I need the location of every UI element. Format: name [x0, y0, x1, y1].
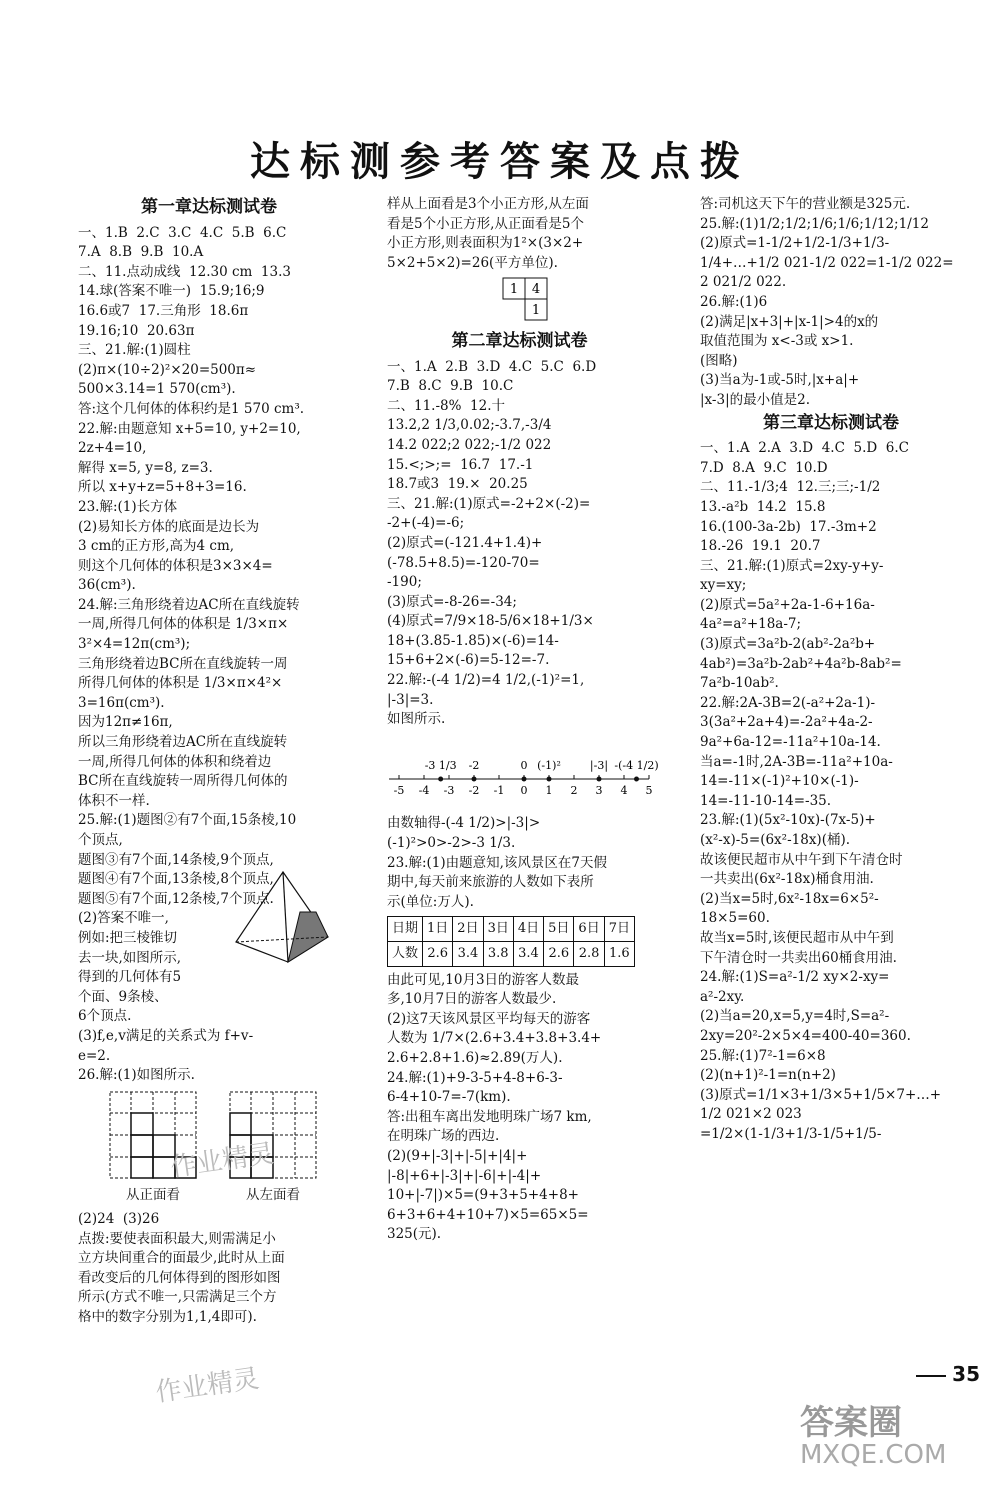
- answer-line: 22.解:2A-3B=2(-a²+2a-1)-: [700, 694, 876, 711]
- grid-cell: 4: [531, 282, 541, 298]
- answer-line: 3=16π(cm³).: [78, 694, 165, 711]
- answer-line: 题图③有7个面,14条棱,9个顶点,: [78, 851, 274, 868]
- answer-block: [387, 358, 652, 730]
- answer-line: 25.解:(1)1/2;1/2;1/6;1/6;1/12;1/12: [700, 215, 929, 232]
- table-cell: 2.6: [544, 942, 574, 967]
- answer-line: |-8|+6+|-3|+|-6|+|-4|+: [387, 1167, 542, 1184]
- answer-line: (2)(9+|-3|+|-5|+|4|+: [387, 1147, 528, 1164]
- answer-line: (2)原式=1-1/2+1/2-1/3+1/3-: [700, 235, 890, 252]
- answer-line: a²-2xy.: [700, 988, 745, 1005]
- answer-line: e=2.: [78, 1047, 111, 1064]
- watermark: 答案圈: [800, 1403, 902, 1443]
- answer-line: (x²-x)-5=(6x²-18x)(桶).: [700, 832, 851, 848]
- column-2: [387, 195, 659, 1245]
- answer-line: 一、1.A 2.B 3.D 4.C 5.C 6.D: [387, 358, 597, 375]
- answer-line: 500×3.14=1 570(cm³).: [78, 381, 236, 398]
- answer-block: [700, 439, 962, 1144]
- answer-line: (2)当a=20,x=5,y=4时,S=a²-: [700, 1008, 890, 1025]
- column-3: [700, 195, 962, 1145]
- answer-line: 看是5个小正方形,从正面看是5个: [387, 215, 584, 232]
- table-cell: 2.6: [423, 942, 453, 967]
- answer-line: (-78.5+8.5)=-120-70=: [387, 554, 540, 571]
- point-label: -3 1/3: [424, 758, 457, 772]
- table-cell: 3.4: [513, 942, 543, 967]
- table-header-cell: 1日: [423, 917, 453, 942]
- table-header-cell: 4日: [513, 917, 543, 942]
- answer-line: |-3|=3.: [387, 691, 434, 708]
- answer-block: [78, 1210, 340, 1328]
- point-label: -2: [468, 758, 480, 772]
- answer-line: 6-4+10-7=-7(km).: [387, 1089, 511, 1106]
- answer-line: 所以三角形绕着边AC所在直线旋转: [78, 734, 288, 751]
- table-row: [388, 942, 635, 967]
- answer-line: 人数为 1/7×(2.6+3.4+3.8+3.4+: [387, 1030, 602, 1047]
- answer-line: 1/4+…+1/2 021-1/2 022=1-1/2 022=: [700, 254, 954, 271]
- answer-line: xy=xy;: [700, 577, 747, 594]
- number-point: [438, 776, 443, 781]
- number-point: [597, 776, 602, 781]
- answer-line: 样从上面看是3个小正方形,从左面: [387, 196, 589, 212]
- answer-line: 看改变后的几何体得到的图形如图: [78, 1269, 281, 1286]
- point-label: |-3|: [589, 758, 609, 772]
- answer-line: 一、1.B 2.C 3.C 4.C 5.B 6.C: [78, 224, 287, 241]
- top-view-grid: [502, 277, 652, 328]
- answer-line: 则这个几何体的体积是3×3×4=: [78, 557, 273, 574]
- answer-line: (4)原式=7/9×18-5/6×18+1/3×: [387, 613, 594, 630]
- answer-line: 期中,每天前来旅游的人数如下表所: [387, 874, 594, 891]
- answer-line: 2 021/2 022.: [700, 274, 787, 291]
- answer-block: [700, 195, 962, 411]
- front-view-caption: 从正面看: [126, 1187, 180, 1204]
- answer-line: 10+|-7|)×5=(9+3+5+4+8+: [387, 1187, 579, 1204]
- answer-line: 14=-11-10-14=-35.: [700, 792, 832, 809]
- answer-line: 因为12π≠16π,: [78, 714, 173, 731]
- point-label: -(-4 1/2): [614, 758, 659, 772]
- answer-line: 16.6或7 17.三角形 18.6π: [78, 302, 249, 319]
- answer-line: 26.解:(1)如图所示.: [78, 1067, 195, 1084]
- number-point: [547, 776, 552, 781]
- pyramid-figure: [228, 867, 333, 974]
- answer-line: 体积不一样.: [78, 792, 150, 809]
- answer-line: 题图⑤有7个面,12条棱,7个顶点.: [78, 890, 274, 907]
- answer-line: 9a²+6a-12=-11a²+10a-14.: [700, 734, 881, 751]
- table-cell: 3.4: [453, 942, 483, 967]
- table-header-cell: 3日: [483, 917, 513, 942]
- answer-line: 二、11.点动成线 12.30 cm 13.3: [78, 263, 291, 280]
- grid-cell: 1: [531, 303, 541, 319]
- answer-line: 解得 x=5, y=8, z=3.: [78, 459, 213, 476]
- number-point: [522, 776, 527, 781]
- table-cell: 1.6: [604, 942, 634, 967]
- answer-line: (-1)²>0>-2>-3 1/3.: [387, 835, 516, 852]
- answer-line: 6个顶点.: [78, 1008, 132, 1025]
- answer-line: 4ab²)=3a²b-2ab²+4a²b-8ab²=: [700, 655, 902, 672]
- page-number: 35: [916, 1362, 980, 1386]
- tick-label: 1: [545, 783, 553, 797]
- answer-line: 点拨:要使表面积最大,则需满足小: [78, 1230, 276, 1247]
- answer-line: 23.解:(1)(5x²-10x)-(7x-5)+: [700, 812, 876, 829]
- answer-line: 22.解:由题意知 x+5=10, y+2=10,: [78, 420, 301, 437]
- answer-line: 一周,所得几何体的体积是 1/3×π×: [78, 616, 289, 633]
- grid-cell: 1: [509, 282, 519, 298]
- answer-line: 三、21.解:(1)原式=2xy-y+y-: [700, 557, 884, 574]
- answer-line: 格中的数字分别为1,1,4即可).: [78, 1308, 257, 1325]
- answer-line: 取值范围为 x<-3或 x>1.: [700, 333, 854, 350]
- answer-line: 2.6+2.8+1.6)≈2.89(万人).: [387, 1049, 563, 1066]
- answer-line: 一共卖出(6x²-18x)桶食用油.: [700, 871, 874, 888]
- tick-label: 3: [595, 783, 603, 797]
- answer-line: 在明珠广场的西边.: [387, 1128, 500, 1145]
- table-cell: 3.8: [483, 942, 513, 967]
- answer-line: (3)当a为-1或-5时,|x+a|+: [700, 372, 860, 389]
- answer-line: 故当x=5时,该便民超市从中午到: [700, 929, 894, 946]
- answer-line: 所以 x+y+z=5+8+3=16.: [78, 479, 247, 496]
- answer-line: 4a²=a²+18a-7;: [700, 616, 802, 633]
- answer-block: [387, 814, 652, 912]
- tick-label: -1: [493, 783, 505, 797]
- answer-line: 5×2+5×2)=26(平方单位).: [387, 254, 558, 271]
- number-line: [387, 734, 659, 804]
- answer-line: BC所在直线旋转一周所得几何体的: [78, 773, 288, 790]
- pyramid-diagram: [228, 867, 333, 967]
- answer-line: (2)原式=(-121.4+1.4)+: [387, 534, 543, 551]
- answer-line: 24.解:三角形绕着边AC所在直线旋转: [78, 596, 300, 613]
- answer-line: 二、11.-1/3;4 12.三;三;-1/2: [700, 479, 881, 496]
- answer-line: 7.A 8.B 9.B 10.A: [78, 244, 204, 261]
- answer-line: =1/2×(1-1/3+1/3-1/5+1/5-: [700, 1125, 882, 1142]
- answer-line: 6+3+6+4+10+7)×5=65×5=: [387, 1206, 589, 1223]
- answer-line: 所示(方式不唯一,只需满足三个方: [78, 1289, 277, 1306]
- watermark: 作业精灵: [168, 1138, 276, 1184]
- answer-line: 三角形绕着边BC所在直线旋转一周: [78, 655, 288, 672]
- answer-line: 由此可见,10月3日的游客人数最: [387, 971, 580, 988]
- answer-line: 14=-11×(-1)²+10×(-1)-: [700, 773, 859, 790]
- table-header-cell: 2日: [453, 917, 483, 942]
- answer-line: 多,10月7日的游客人数最少.: [387, 991, 557, 1008]
- table-header-cell: 日期: [388, 917, 423, 942]
- watermark: MXQE.COM: [800, 1440, 947, 1470]
- answer-line: (3)f,e,v满足的关系式为 f+v-: [78, 1027, 254, 1044]
- answer-line: (2)答案不唯一,: [78, 910, 169, 927]
- answer-line: 2z+4=10,: [78, 440, 147, 457]
- answer-line: (2)满足|x+3|+|x-1|>4的x的: [700, 313, 879, 330]
- answer-line: 15.<;>;= 16.7 17.-1: [387, 456, 534, 473]
- answer-line: (2)原式=5a²+2a-1-6+16a-: [700, 596, 875, 613]
- tick-label: -3: [443, 783, 455, 797]
- table-header-cell: 5日: [544, 917, 574, 942]
- left-view-caption: 从左面看: [246, 1187, 300, 1204]
- answer-line: 24.解:(1)S=a²-1/2 xy×2-xy=: [700, 969, 890, 986]
- table-header-cell: 7日: [604, 917, 634, 942]
- answer-line: 25.解:(1)7²-1=6×8: [700, 1047, 826, 1064]
- answer-line: 三、21.解:(1)圆柱: [78, 342, 191, 359]
- tick-label: -4: [418, 783, 430, 797]
- answer-line: 14.2 022;2 022;-1/2 022: [387, 436, 552, 453]
- answer-line: 示(单位:万人).: [387, 893, 474, 910]
- answer-line: (2)这7天该风景区平均每天的游客: [387, 1010, 591, 1027]
- answer-line: 18×5=60.: [700, 910, 770, 927]
- answer-line: 14.球(答案不唯一) 15.9;16;9: [78, 283, 265, 300]
- answer-line: 19.16;10 20.63π: [78, 322, 195, 339]
- answer-line: 答:这个几何体的体积约是1 570 cm³.: [78, 400, 305, 417]
- answer-line: 18.7或3 19.× 20.25: [387, 476, 528, 493]
- section-title-ch3: 第三章达标测试卷: [763, 412, 899, 433]
- answer-line: 18.-26 19.1 20.7: [700, 538, 821, 555]
- answer-line: 3 cm的正方形,高为4 cm,: [78, 538, 235, 555]
- answer-line: 个面、9条棱、: [78, 988, 168, 1005]
- point-label: 0: [520, 758, 528, 772]
- answer-line: 15+6+2×(-6)=5-12=-7.: [387, 652, 550, 669]
- answer-block: [387, 971, 652, 1245]
- answer-line: 小正方形,则表面积为1²×(3×2+: [387, 235, 584, 252]
- tick-label: 2: [570, 783, 578, 797]
- answer-line: 36(cm³).: [78, 577, 136, 594]
- answer-line: (图略): [700, 352, 738, 369]
- tick-label: 0: [520, 783, 528, 797]
- answer-line: (2)(n+1)²-1=n(n+2): [700, 1067, 836, 1084]
- answer-line: 25.解:(1)题图②有7个面,15条棱,10: [78, 812, 297, 829]
- answer-line: 去一块,如图所示,: [78, 949, 182, 966]
- answer-line: -2+(-4)=-6;: [387, 515, 465, 532]
- answer-line: 16.(100-3a-2b) 17.-3m+2: [700, 518, 877, 535]
- table-cell: 2.8: [574, 942, 604, 967]
- answer-line: (3)原式=-8-26=-34;: [387, 593, 517, 610]
- answer-line: 2xy=20²-2×5×4=400-40=360.: [700, 1027, 911, 1044]
- answer-line: 下午清仓时一共卖出60桶食用油.: [700, 949, 897, 966]
- section-title-ch2: 第二章达标测试卷: [451, 330, 588, 351]
- answer-line: 7a²b-10ab².: [700, 675, 779, 692]
- watermark: 作业精灵: [153, 1363, 261, 1409]
- answer-line: 个顶点,: [78, 832, 123, 848]
- answer-line: 24.解:(1)+9-3-5+4-8+6-3-: [387, 1069, 563, 1086]
- number-point: [634, 776, 639, 781]
- answer-line: 3(3a²+2a+4)=-2a²+4a-2-: [700, 714, 873, 731]
- answer-line: 325(元).: [387, 1226, 442, 1243]
- tick-label: -2: [468, 783, 480, 797]
- tick-label: 5: [645, 783, 653, 797]
- answer-line: (2)易知长方体的底面是边长为: [78, 518, 260, 535]
- answer-line: 26.解:(1)6: [700, 293, 768, 310]
- answer-line: 23.解:(1)由题意知,该风景区在7天假: [387, 854, 608, 871]
- answer-line: |x-3|的最小值是2.: [700, 391, 811, 408]
- answer-line: (3)原式=1/1×3+1/3×5+1/5×7+…+: [700, 1086, 942, 1103]
- answer-line: 18+(3.85-1.85)×(-6)=14-: [387, 632, 559, 649]
- tick-label: -5: [393, 783, 405, 797]
- answer-line: 13.-a²b 14.2 15.8: [700, 498, 826, 515]
- answer-block: [387, 195, 652, 273]
- answer-line: (2)当x=5时,6x²-18x=6×5²-: [700, 890, 879, 907]
- point-label: (-1)²: [537, 758, 561, 772]
- table-header-cell: 6日: [574, 917, 604, 942]
- answer-line: 所得几何体的体积是 1/3×π×4²×: [78, 675, 283, 692]
- answer-line: 1/2 021×2 023: [700, 1106, 802, 1123]
- answer-line: 如图所示.: [387, 711, 446, 728]
- answer-line: 答:出租车离出发地明珠广场7 km,: [387, 1108, 592, 1125]
- number-grid: [502, 277, 548, 321]
- answer-line: 三、21.解:(1)原式=-2+2×(-2)=: [387, 495, 591, 512]
- table-header-row: [388, 917, 635, 942]
- answer-line: (3)原式=3a²b-2(ab²-2a²b+: [700, 636, 876, 653]
- answer-line: 一周,所得几何体的体积和绕着边: [78, 753, 272, 770]
- answer-line: 13.2,2 1/3,0.02;-3.7,-3/4: [387, 417, 552, 434]
- answer-line: 答:司机这天下午的营业额是325元.: [700, 196, 911, 212]
- answer-line: 7.D 8.A 9.C 10.D: [700, 459, 828, 476]
- answer-line: 故该便民超市从中午到下午清仓时: [700, 851, 903, 868]
- answer-line: 得到的几何体有5: [78, 969, 182, 986]
- answer-line: 22.解:-(-4 1/2)=4 1/2,(-1)²=1,: [387, 672, 585, 689]
- answer-line: 7.B 8.C 9.B 10.C: [387, 378, 514, 395]
- answer-line: 二、11.-8% 12.十: [387, 397, 505, 414]
- tick-label: 4: [620, 783, 628, 797]
- number-line-figure: [387, 734, 659, 811]
- answer-line: 题图④有7个面,13条棱,8个顶点,: [78, 871, 274, 888]
- answer-line: (2)24 (3)26: [78, 1210, 160, 1227]
- answer-line: 例如:把三棱锥切: [78, 929, 178, 946]
- table-cell: 人数: [388, 942, 423, 967]
- answer-line: 当a=-1时,2A-3B=-11a²+10a-: [700, 753, 893, 770]
- answer-line: 23.解:(1)长方体: [78, 498, 178, 515]
- answer-line: (2)π×(10÷2)²×20=500π≈: [78, 361, 257, 378]
- answer-line: 3²×4=12π(cm³);: [78, 636, 191, 653]
- answer-line: 立方块间重合的面最少,此时从上面: [78, 1250, 285, 1267]
- page-title: 达标测参考答案及点拨: [250, 138, 750, 185]
- section-title-ch1: 第一章达标测试卷: [141, 197, 277, 217]
- answer-line: 一、1.A 2.A 3.D 4.C 5.D 6.C: [700, 440, 909, 457]
- answer-line: 由数轴得-(-4 1/2)>|-3|>: [387, 815, 541, 832]
- number-point: [472, 776, 477, 781]
- answer-line: -190;: [387, 574, 422, 591]
- visitor-table: [387, 916, 635, 966]
